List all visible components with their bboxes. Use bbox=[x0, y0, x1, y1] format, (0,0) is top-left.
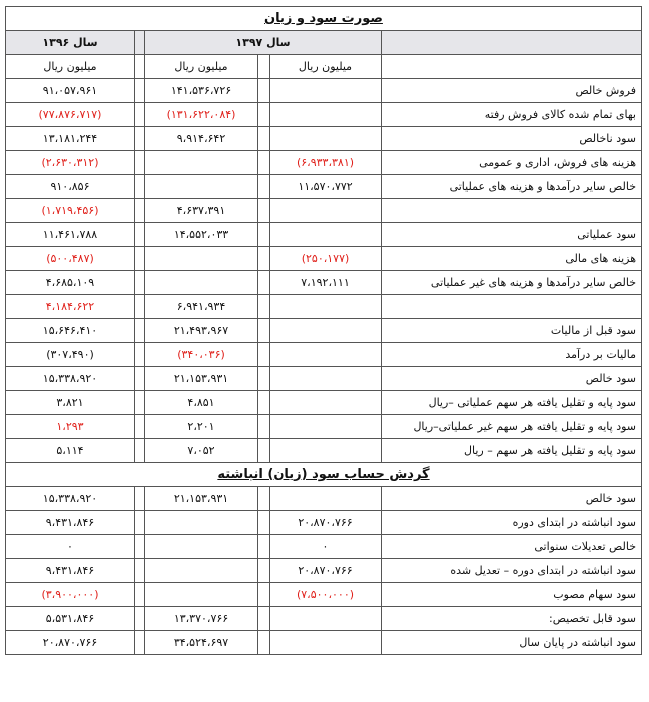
value-1396: ۹،۴۳۱،۸۴۶ bbox=[5, 559, 134, 583]
value-1397-total: ۳۴،۵۲۴،۶۹۷ bbox=[145, 631, 258, 655]
row-label: خالص سایر درآمدها و هزینه های غیر عملیاتی bbox=[382, 271, 642, 295]
table-row bbox=[5, 103, 641, 127]
table-row bbox=[5, 511, 641, 535]
value-1397-detail: ۰ bbox=[270, 535, 382, 559]
section-title-row bbox=[5, 463, 641, 487]
value-1397-detail: ۱۱،۵۷۰،۷۷۲ bbox=[270, 175, 382, 199]
row-label: سود سهام مصوب bbox=[382, 583, 642, 607]
table-row bbox=[5, 607, 641, 631]
value-1397-detail bbox=[270, 79, 382, 103]
value-1397-total: ۲۱،۱۵۳،۹۳۱ bbox=[145, 487, 258, 511]
value-1396: ۱۳،۱۸۱،۲۴۴ bbox=[5, 127, 134, 151]
value-1397-total: ۲،۲۰۱ bbox=[145, 415, 258, 439]
value-1397-total: ۱۴۱،۵۳۶،۷۲۶ bbox=[145, 79, 258, 103]
gap-cell bbox=[258, 271, 270, 295]
row-label: فروش خالص bbox=[382, 79, 642, 103]
value-1397-detail bbox=[270, 415, 382, 439]
year-1397-header: سال ۱۳۹۷ bbox=[145, 31, 382, 55]
gap-cell bbox=[135, 559, 145, 583]
value-1397-detail bbox=[270, 367, 382, 391]
value-1397-total bbox=[145, 535, 258, 559]
header-blank bbox=[382, 31, 642, 55]
statement-title: صورت سود و زیان bbox=[5, 7, 641, 31]
table-row bbox=[5, 247, 641, 271]
value-1397-detail bbox=[270, 319, 382, 343]
gap-cell bbox=[135, 511, 145, 535]
row-label: سود انباشته در ابتدای دوره – تعدیل شده bbox=[382, 559, 642, 583]
gap-cell bbox=[258, 79, 270, 103]
gap-cell bbox=[135, 103, 145, 127]
value-1397-total bbox=[145, 247, 258, 271]
row-label: سود قبل از مالیات bbox=[382, 319, 642, 343]
row-label: سود پایه و تقلیل یافته هر سهم غیر عملیاتی–ریال bbox=[382, 415, 642, 439]
gap-cell bbox=[135, 583, 145, 607]
income-statement-table bbox=[5, 6, 642, 655]
value-1397-total: ۱۳،۳۷۰،۷۶۶ bbox=[145, 607, 258, 631]
value-1397-detail: ۲۰،۸۷۰،۷۶۶ bbox=[270, 511, 382, 535]
gap-cell bbox=[135, 439, 145, 463]
value-1396: (۵۰۰،۴۸۷) bbox=[5, 247, 134, 271]
table-row bbox=[5, 199, 641, 223]
table-row bbox=[5, 151, 641, 175]
value-1396: ۱۱،۴۶۱،۷۸۸ bbox=[5, 223, 134, 247]
value-1397-detail bbox=[270, 439, 382, 463]
unit-row bbox=[5, 55, 641, 79]
gap-cell bbox=[258, 199, 270, 223]
value-1396: ۹۱۰،۸۵۶ bbox=[5, 175, 134, 199]
value-1396: ۴،۶۸۵،۱۰۹ bbox=[5, 271, 134, 295]
value-1397-detail bbox=[270, 391, 382, 415]
gap-cell bbox=[135, 343, 145, 367]
gap-cell bbox=[258, 439, 270, 463]
value-1397-total: ۲۱،۱۵۳،۹۳۱ bbox=[145, 367, 258, 391]
gap-cell bbox=[258, 343, 270, 367]
value-1396: ۵،۱۱۴ bbox=[5, 439, 134, 463]
gap-cell bbox=[135, 607, 145, 631]
gap-cell bbox=[135, 271, 145, 295]
value-1397-detail bbox=[270, 631, 382, 655]
row-label bbox=[382, 295, 642, 319]
table-row bbox=[5, 487, 641, 511]
row-label: هزینه های مالی bbox=[382, 247, 642, 271]
row-label: مالیات بر درآمد bbox=[382, 343, 642, 367]
value-1397-detail: (۶،۹۳۳،۳۸۱) bbox=[270, 151, 382, 175]
gap-cell bbox=[258, 151, 270, 175]
value-1397-total bbox=[145, 583, 258, 607]
value-1397-total: ۲۱،۴۹۳،۹۶۷ bbox=[145, 319, 258, 343]
table-row bbox=[5, 583, 641, 607]
title-row bbox=[5, 7, 641, 31]
gap-cell bbox=[135, 295, 145, 319]
unit-blank bbox=[382, 55, 642, 79]
value-1396: (۷۷،۸۷۶،۷۱۷) bbox=[5, 103, 134, 127]
table-row bbox=[5, 127, 641, 151]
gap-cell bbox=[258, 223, 270, 247]
row-label: سود عملیاتی bbox=[382, 223, 642, 247]
value-1397-detail bbox=[270, 295, 382, 319]
gap-cell bbox=[258, 511, 270, 535]
table-row bbox=[5, 391, 641, 415]
value-1396: ۹،۴۳۱،۸۴۶ bbox=[5, 511, 134, 535]
gap-cell bbox=[258, 487, 270, 511]
gap-cell bbox=[135, 223, 145, 247]
table-row bbox=[5, 559, 641, 583]
value-1397-total: (۱۳۱،۶۲۲،۰۸۴) bbox=[145, 103, 258, 127]
year-header-row bbox=[5, 31, 641, 55]
value-1397-total bbox=[145, 151, 258, 175]
gap-cell bbox=[135, 247, 145, 271]
gap-cell bbox=[258, 535, 270, 559]
value-1397-detail bbox=[270, 223, 382, 247]
gap-cell bbox=[135, 127, 145, 151]
value-1396: ۱۵،۳۳۸،۹۲۰ bbox=[5, 487, 134, 511]
gap-cell bbox=[258, 295, 270, 319]
value-1396: (۱،۷۱۹،۴۵۶) bbox=[5, 199, 134, 223]
value-1397-total: ۷،۰۵۲ bbox=[145, 439, 258, 463]
value-1396: (۳،۹۰۰،۰۰۰) bbox=[5, 583, 134, 607]
gap-cell bbox=[135, 79, 145, 103]
row-label: خالص سایر درآمدها و هزینه های عملیاتی bbox=[382, 175, 642, 199]
table-row bbox=[5, 439, 641, 463]
table-row bbox=[5, 319, 641, 343]
value-1397-detail bbox=[270, 127, 382, 151]
row-label: سود انباشته در پایان سال bbox=[382, 631, 642, 655]
value-1397-total bbox=[145, 271, 258, 295]
row-label: سود انباشته در ابتدای دوره bbox=[382, 511, 642, 535]
value-1397-total: ۴،۶۳۷،۳۹۱ bbox=[145, 199, 258, 223]
income-statement-sheet bbox=[6, 6, 642, 655]
gap-cell bbox=[258, 319, 270, 343]
gap-cell bbox=[135, 175, 145, 199]
table-row bbox=[5, 415, 641, 439]
value-1396: ۹۱،۰۵۷،۹۶۱ bbox=[5, 79, 134, 103]
table-row bbox=[5, 271, 641, 295]
header-gap bbox=[135, 31, 145, 55]
gap-cell bbox=[135, 487, 145, 511]
value-1397-detail: (۷،۵۰۰،۰۰۰) bbox=[270, 583, 382, 607]
value-1397-detail bbox=[270, 103, 382, 127]
value-1397-detail bbox=[270, 343, 382, 367]
gap-cell bbox=[135, 631, 145, 655]
value-1397-total: (۳۴۰،۰۳۶) bbox=[145, 343, 258, 367]
value-1397-detail: (۲۵۰،۱۷۷) bbox=[270, 247, 382, 271]
row-label: سود ناخالص bbox=[382, 127, 642, 151]
gap-cell bbox=[135, 535, 145, 559]
gap-cell bbox=[135, 391, 145, 415]
gap-cell bbox=[258, 415, 270, 439]
value-1396: ۰ bbox=[5, 535, 134, 559]
gap-cell bbox=[135, 415, 145, 439]
gap-cell bbox=[258, 391, 270, 415]
value-1397-total: ۱۴،۵۵۲،۰۳۳ bbox=[145, 223, 258, 247]
gap-cell bbox=[258, 367, 270, 391]
value-1397-total bbox=[145, 559, 258, 583]
value-1397-total bbox=[145, 175, 258, 199]
value-1397-detail bbox=[270, 487, 382, 511]
gap-cell bbox=[258, 607, 270, 631]
gap-cell bbox=[258, 631, 270, 655]
table-row bbox=[5, 631, 641, 655]
gap-cell bbox=[135, 319, 145, 343]
unit-1396: میلیون ریال bbox=[5, 55, 134, 79]
row-label: سود خالص bbox=[382, 487, 642, 511]
row-label: سود پایه و تقلیل یافته هر سهم عملیاتی –ریال bbox=[382, 391, 642, 415]
row-label: سود خالص bbox=[382, 367, 642, 391]
value-1397-total: ۴،۸۵۱ bbox=[145, 391, 258, 415]
table-row bbox=[5, 343, 641, 367]
gap-cell bbox=[135, 199, 145, 223]
value-1396: ۴،۱۸۴،۶۲۲ bbox=[5, 295, 134, 319]
row-label: خالص تعدیلات سنواتی bbox=[382, 535, 642, 559]
row-label: سود پایه و تقلیل یافته هر سهم – ریال bbox=[382, 439, 642, 463]
table-row bbox=[5, 223, 641, 247]
gap-cell bbox=[258, 559, 270, 583]
row-label: بهای تمام شده کالای فروش رفته bbox=[382, 103, 642, 127]
row-label bbox=[382, 199, 642, 223]
unit-1397-detail: میلیون ریال bbox=[270, 55, 382, 79]
gap-cell bbox=[135, 151, 145, 175]
table-row bbox=[5, 295, 641, 319]
value-1397-detail: ۷،۱۹۲،۱۱۱ bbox=[270, 271, 382, 295]
retained-earnings-title: گردش حساب سود (زیان) انباشته bbox=[5, 463, 641, 487]
gap-cell bbox=[258, 103, 270, 127]
value-1397-detail bbox=[270, 199, 382, 223]
value-1396: ۳،۸۲۱ bbox=[5, 391, 134, 415]
value-1396: ۲۰،۸۷۰،۷۶۶ bbox=[5, 631, 134, 655]
row-label: هزینه های فروش، اداری و عمومی bbox=[382, 151, 642, 175]
row-label: سود قابل تخصیص: bbox=[382, 607, 642, 631]
table-row bbox=[5, 175, 641, 199]
value-1396: ۵،۵۳۱،۸۴۶ bbox=[5, 607, 134, 631]
value-1396: (۲،۶۳۰،۳۱۲) bbox=[5, 151, 134, 175]
value-1396: ۱،۲۹۳ bbox=[5, 415, 134, 439]
year-1396-header: سال ۱۳۹۶ bbox=[5, 31, 134, 55]
unit-1397-total: میلیون ریال bbox=[145, 55, 258, 79]
gap-cell bbox=[258, 583, 270, 607]
value-1397-total bbox=[145, 511, 258, 535]
gap-cell bbox=[258, 175, 270, 199]
gap-cell bbox=[258, 127, 270, 151]
gap-cell bbox=[135, 367, 145, 391]
value-1396: ۱۵،۶۴۶،۴۱۰ bbox=[5, 319, 134, 343]
gap-cell bbox=[258, 247, 270, 271]
value-1396: ۱۵،۳۳۸،۹۲۰ bbox=[5, 367, 134, 391]
value-1397-detail bbox=[270, 607, 382, 631]
table-row bbox=[5, 367, 641, 391]
table-row bbox=[5, 535, 641, 559]
value-1397-total: ۶،۹۴۱،۹۳۴ bbox=[145, 295, 258, 319]
value-1397-detail: ۲۰،۸۷۰،۷۶۶ bbox=[270, 559, 382, 583]
value-1396: (۳۰۷،۴۹۰) bbox=[5, 343, 134, 367]
value-1397-total: ۹،۹۱۴،۶۴۲ bbox=[145, 127, 258, 151]
table-row bbox=[5, 79, 641, 103]
